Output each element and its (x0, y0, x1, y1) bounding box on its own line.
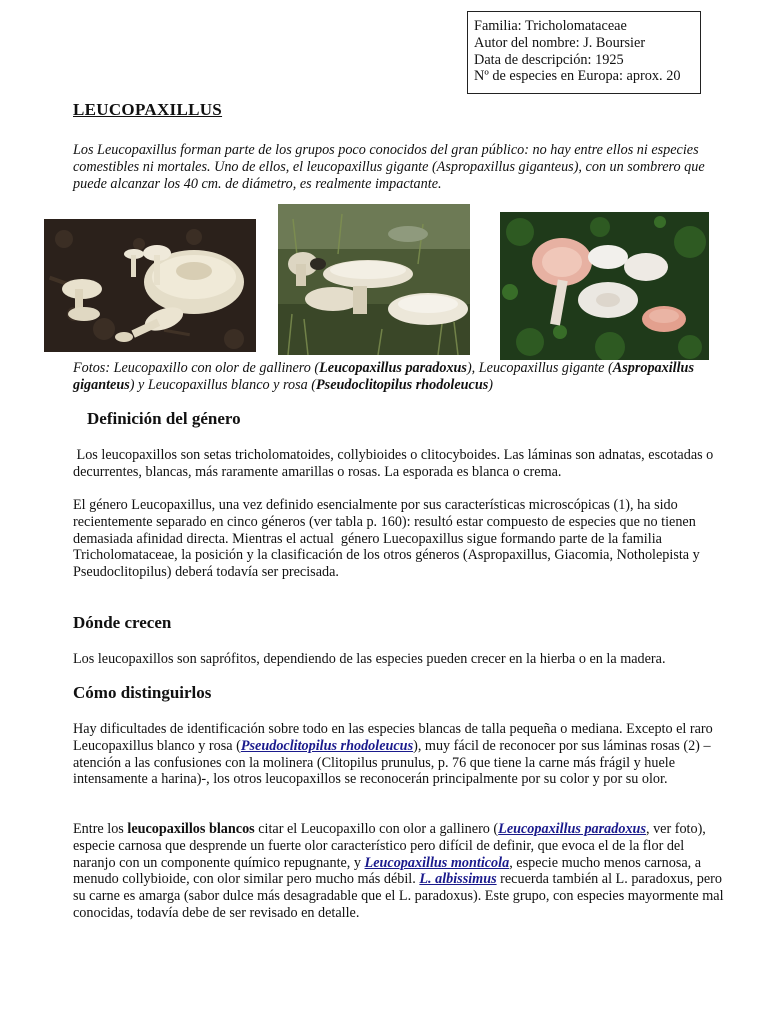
definicion-paragraph-2: El género Leucopaxillus, una vez definido esencialmente por sus características microscópicas (1), ha sido recientemente separado en cinco géneros (ver tabla p. 160): resultó estar compuesto de especies que no tienen demasiada afinidad directa. Mientras el actual género Luecopaxillus sigue formando parte de la familia Tricholomataceae, la posición y la clasificación de los otros géneros (Aspropaxillus, Giacomia, Notholepista y Pseudoclitopilus) deberá todavía ser precisada. (73, 497, 704, 581)
page-title: LEUCOPAXILLUS (73, 100, 223, 119)
para-text: Entre los (73, 821, 128, 837)
como-paragraph-2 (73, 821, 725, 922)
como-paragraph-1 (73, 721, 725, 788)
para-text: recuerda también al L. paradoxus, pero su carne es amarga (sabor dulce más desagradable que el L. paradoxus). Este grupo, con especies mayormente mal conocidas, todavía debe de ser revisado en detalle. (73, 871, 724, 921)
caption-species-2: Aspropaxillus giganteus (73, 360, 694, 393)
caption-text: ) (488, 376, 493, 393)
heading-donde-crecen: Dónde crecen (73, 613, 172, 632)
photo-caption (73, 360, 723, 394)
para-text: ), muy fácil de reconocer por sus láminas rosas (2) – atención a las confusiones con la molinera (Clitopilus prunulus, p. 76 que tiene la carne más frágil y huele intensamente a harina)-, los otros leucopaxillos se reconocerán principalmente por su color y por su olor. (73, 737, 711, 788)
para-text: citar el Leucopaxillo con olor a gallinero ( (254, 821, 499, 837)
photo-pseudoclitopilus-rhodoleucus (500, 212, 709, 360)
link-l-albissimus[interactable]: L. albissimus (419, 871, 497, 888)
link-pseudoclitopilus-rhodoleucus[interactable]: Pseudoclitopilus rhodoleucus (240, 737, 414, 754)
caption-text: ) y Leucopaxillus blanco y rosa ( (129, 376, 317, 393)
photo-aspropaxillus-giganteus (278, 204, 470, 355)
photo-leucopaxillus-paradoxus (44, 219, 256, 352)
data-line: Data de descripción: 1925 (474, 51, 624, 68)
caption-species-1: Leucopaxillus paradoxus (319, 360, 467, 376)
para-text: , ver foto), especie carnosa que desprende un fuerte olor característico pero difícil de definir, que evoca el de la flor del naranjo con un componente químico repugnante, y (73, 821, 706, 871)
autor-line: Autor del nombre: J. Boursier (474, 34, 646, 51)
para-text: , especie mucho menos carnosa, a menudo collybioide, con olor similar pero mucho más débil. (73, 854, 702, 888)
familia-line: Familia: Tricholomataceae (474, 18, 627, 34)
donde-paragraph: Los leucopaxillos son saprófitos, dependiendo de las especies pueden crecer en la hierba o en la madera. (73, 651, 666, 667)
heading-como-distinguirlos: Cómo distinguirlos (73, 683, 212, 702)
info-box (467, 11, 701, 94)
link-leucopaxillus-monticola[interactable]: Leucopaxillus monticola (364, 854, 510, 871)
bold-leucopaxillos-blancos: leucopaxillos blancos (127, 821, 255, 837)
definicion-paragraph-1: Los leucopaxillos son setas tricholomatoides, collybioides o clitocyboides. Las láminas son adnatas, escotadas o decurrentes, blancas, más raramente amarillas o rosas. La esporada es blanca o crema. (73, 447, 717, 480)
para-text: Hay dificultades de identificación sobre todo en las especies blancas de talla pequeña o mediana. Excepto el raro Leucopaxillus blanco y rosa ( (73, 721, 713, 754)
caption-text: Fotos: Leucopaxillo con olor de gallinero ( (73, 360, 320, 376)
especies-line: Nº de especies en Europa: aprox. 20 (474, 68, 681, 85)
link-leucopaxillus-paradoxus[interactable]: Leucopaxillus paradoxus (498, 821, 646, 837)
caption-text: ), Leucopaxillus gigante ( (466, 360, 613, 376)
caption-species-3: Pseudoclitopilus rhodoleucus (316, 376, 489, 393)
heading-definicion: Definición del género (87, 409, 241, 428)
intro-paragraph: Los Leucopaxillus forman parte de los grupos poco conocidos del gran público: no hay entre ellos ni especies comestibles ni mortales. Uno de ellos, el leucopaxillus gigante (Aspropaxillus giganteus), con un sombrero que puede alcanzar los 40 cm. de diámetro, es realmente impactante. (73, 142, 705, 192)
